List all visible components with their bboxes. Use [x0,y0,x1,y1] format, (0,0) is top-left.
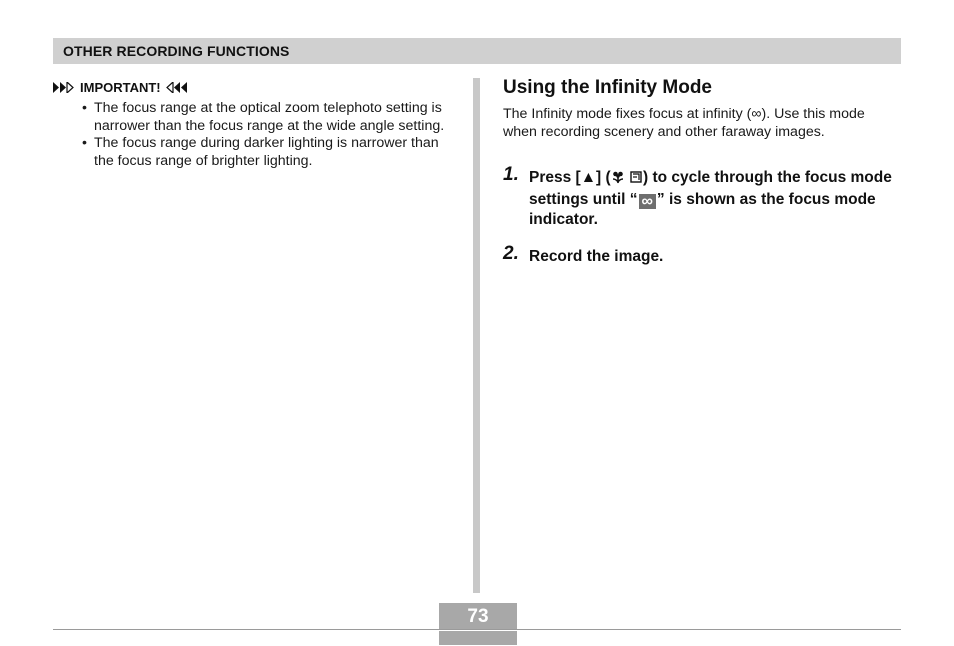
page-number: 73 [439,603,517,629]
step-text-c: ” is shown as the focus mode indicator. [529,191,876,228]
important-heading [53,78,458,96]
section-intro: The Infinity mode fixes focus at infinity (∞). Use this mode when recording scenery and other faraway images. [503,106,865,140]
section-header-bar [53,38,901,64]
macro-flower-icon [611,170,625,190]
step-text: Record the image. [529,248,664,265]
note-text: The focus range during darker lighting is narrower than the focus range of brighter lighting. [94,135,439,170]
infinity-indicator-icon: ∞ [639,194,656,209]
important-label: IMPORTANT! [80,79,161,95]
step-text-a: Press [▲] ( [529,169,611,186]
page-number-tab [439,631,517,645]
section-title: Using the Infinity Mode [503,77,712,98]
double-triangle-right-icon [53,82,75,93]
list-item: • The focus range during darker lighting is narrower than the focus range of brighter lighting. [82,135,439,170]
important-notes-list [53,100,458,171]
section-header-title: OTHER RECORDING FUNCTIONS [63,43,290,59]
step-text-b: ) to cycle through the focus mode settings until “ [529,169,892,208]
list-item: • The focus range at the optical zoom telephoto setting is narrower than the focus range at the wide angle setting. [82,100,445,134]
infinity-mode-column [503,76,901,267]
double-triangle-left-icon [166,82,188,93]
step-number: 1. [503,164,519,185]
manual-focus-icon [629,170,643,190]
important-notes-column [53,78,458,171]
step-1 [503,164,901,230]
page-number-box [439,603,517,645]
column-divider [473,78,480,593]
note-text: The focus range at the optical zoom telephoto setting is narrower than the focus range at the wide angle setting. [94,100,445,134]
step-number: 2. [503,243,519,264]
step-2 [503,243,901,267]
